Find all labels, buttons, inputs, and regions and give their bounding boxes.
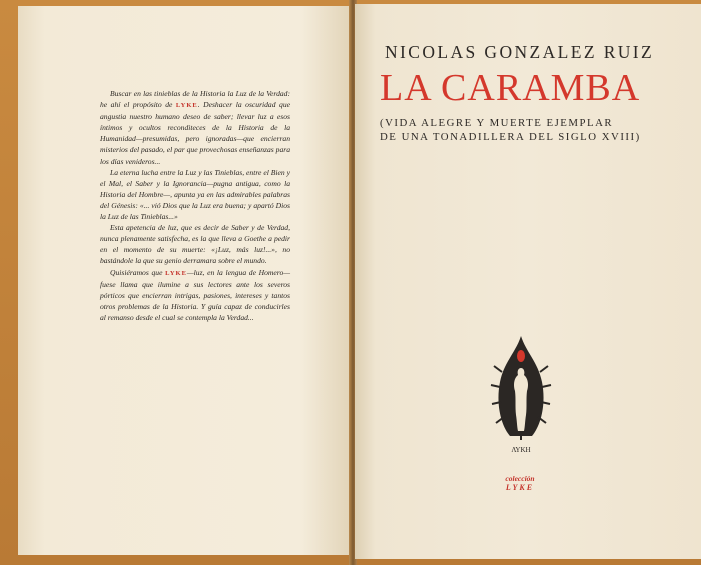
manifesto-paragraph bbox=[100, 167, 290, 222]
book-title: LA CARAMBA bbox=[380, 67, 641, 109]
manifesto-text: Quisiéramos que bbox=[110, 267, 166, 277]
lyke-emblem-icon bbox=[490, 332, 552, 462]
book-subtitle bbox=[380, 117, 680, 144]
manifesto-paragraph bbox=[100, 88, 290, 167]
left-page bbox=[18, 6, 351, 555]
lyke-brand-mark: LYKE bbox=[175, 102, 198, 110]
manifesto-paragraph bbox=[100, 267, 290, 323]
collection-name: LYKE bbox=[505, 483, 535, 492]
emblem-greek-text: ΛΥΚΗ bbox=[511, 446, 531, 454]
publisher-manifesto bbox=[100, 88, 290, 323]
manifesto-text: La eterna lucha entre la Luz y las Tinieblas, entre el Bien y el Mal, el Saber y la Ignorancia—pugna antigua, como la Historia del Hombre—, apunta ya en las admirables palabras del Génesis: «... vió Dios que la Luz era buena; y apartó Dios la Luz de las Tinieblas...» bbox=[100, 167, 290, 222]
manifesto-text: Esta apetencia de luz, que es decir de Saber y de Verdad, nunca plenamente satisfecha, es la que lleva a Goethe a pedir en el momento de su muerte: «¡Luz, más luz!...», no bastándole la que su genio derramara sobre el mundo. bbox=[100, 223, 290, 266]
manifesto-text: Buscar en las tinieblas de la Historia la Luz de la Verdad: he ahí el propósito de bbox=[100, 89, 290, 110]
collection-mark bbox=[470, 474, 570, 492]
manifesto-paragraph bbox=[100, 222, 290, 266]
author-name: NICOLAS GONZALEZ RUIZ bbox=[385, 42, 655, 62]
subtitle-line-1: (VIDA ALEGRE Y MUERTE EJEMPLAR bbox=[380, 117, 614, 129]
subtitle-line-2: DE UNA TONADILLERA DEL SIGLO XVIII) bbox=[380, 130, 641, 143]
lyke-brand-mark: LYKE bbox=[165, 269, 187, 277]
collection-label: colección bbox=[505, 474, 535, 483]
manifesto-text: —luz, en la lengua de Homero—fuese llama que ilumine a sus lectores ante los severos pórticos que encierran intrigas, pasiones, intereses y tantos otros problemas de la Historia. Y guía capaz de conducirles al remanso desde el cual se contempla la Verdad... bbox=[100, 267, 290, 322]
manifesto-text: . Deshacer la oscuridad que angustia nuestro humano deseo de saber; llevar luz a esos íntimos y ocultos reconditeces de la Historia de la Humanidad—presumidas, pero ignoradas—que encierran misterios del pasado, el par que provechosas enseñanzas para los días venideros... bbox=[100, 100, 290, 166]
